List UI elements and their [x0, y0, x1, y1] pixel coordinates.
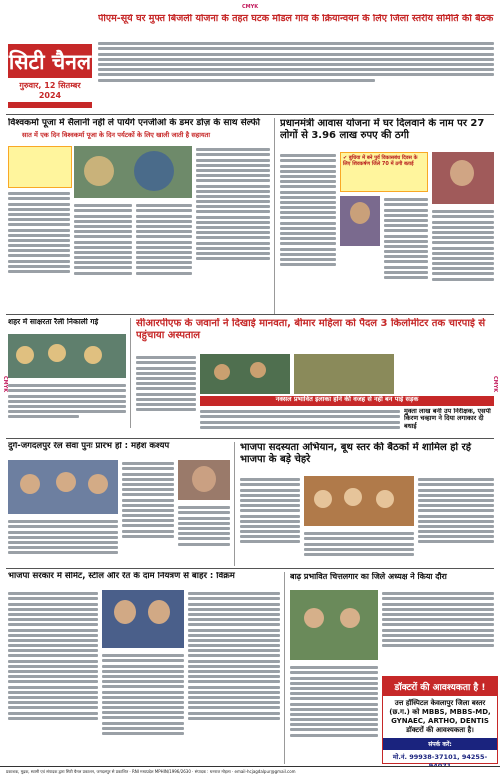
- cmyk-marker-left: CMYK: [2, 376, 8, 393]
- article-durg-col2: [122, 460, 174, 564]
- headline-vishwakarma: विश्वकर्मा पूजा में सैलानी नहीं ले पायेंगे एनजीओ के डमर डोज़ के साथ सेल्फी: [8, 118, 260, 128]
- headline-cement: भाजपा सरकार में सीमेंट, स्टील और रेत के दाम नियंत्रण से बाहर : विक्रम: [8, 572, 235, 581]
- photo-bhajpa-meeting: [304, 476, 414, 526]
- footer-text: प्रकाशक, मुद्रक, स्वामी एवं संपादक द्वारा सिटी चैनल प्रकाशन, जगदलपुर से प्रकाशित · RNI मध्यप्रदेश MPHIN/1996/2630 · संपादक : धनराज मोहला · email-hcjagdalpur@gmail.com: [0, 766, 500, 774]
- headline-pmay: प्रधानमंत्री आवास योजना में घर दिलवाने के नाम पर 27 लोगों से 3.96 लाख रुपए की ठगी: [280, 118, 485, 141]
- article-durg-col1: [8, 518, 118, 564]
- article-cement-col2: [102, 652, 184, 764]
- masthead: [8, 44, 92, 108]
- article-bhajpa-col1: [240, 476, 300, 566]
- article-bhajpa-col3: [418, 476, 494, 566]
- column-divider: [234, 442, 235, 566]
- naxal-banner: नक्सल प्रभावित इलाका होने की वजह से नहीं बन पाई सड़क: [200, 396, 494, 406]
- ad-body: उत्त हॉस्पिटल केवलापुर जिला बस्तर (छ.ग.) को MBBS, MBBS-MD, GYNAEC, ARTHO, DENTIS डॉक्टरों की आवश्यकता है।: [389, 699, 491, 735]
- article-vishwakarma-col2: [74, 202, 132, 302]
- column-divider: [130, 318, 131, 428]
- masthead-date: गुरुवार, 12 सितम्बर 2024: [8, 78, 92, 102]
- article-bhajpa-col2: [304, 530, 414, 566]
- headline-mukta: मुक्ता लाख बनी उप निरीक्षक, एसपी किरण चव्हाण ने दिया लगाकार दी बधाई: [404, 408, 491, 430]
- headline-top: पीएम-सूर्य घर मुफ्त बिजली योजना के तहत घटक मॉडल गांव के क्रियान्वयन के लिए जिला स्तरीय समिति की बैठक: [98, 14, 494, 24]
- headline-badh: बाढ़ प्रभावित चित्तलगार का जिले अध्यक्ष ने किया दौरा: [290, 572, 447, 581]
- headline-bhajpa-booth: भाजपा सदस्यता अभियान, बूथ स्तर की बैठकों में शामिल हो रहे भाजपा के बड़े चेहरे: [240, 442, 472, 465]
- article-top-body: [98, 40, 494, 110]
- article-durg-col3: [178, 504, 230, 564]
- article-cement-col3: [188, 590, 280, 764]
- photo-badh: [290, 590, 378, 660]
- article-badh-col2: [382, 590, 494, 672]
- column-divider: [274, 118, 275, 314]
- footer: [0, 766, 500, 781]
- article-pmay-col1: [280, 152, 336, 310]
- photo-mahesh-kashyap: [178, 460, 230, 500]
- headline-durg: दुर्ग-जगदलपुर रेल सेवा पुनः प्रारंभ हो : महेश कश्यप: [8, 442, 170, 451]
- photo-woman-1: [340, 196, 380, 246]
- article-pmay-col3: [432, 208, 494, 310]
- article-crpf-col1: [136, 354, 196, 428]
- ad-contact-label: संपर्क करें:: [383, 738, 497, 750]
- article-crpf-col2: [200, 408, 400, 434]
- ad-heading: डॉक्टरों की आवश्यकता है !: [383, 677, 497, 696]
- photo-vishwakarma: [74, 146, 192, 198]
- subheadline-vishwakarma: सात में एक दिन विश्वकर्मा पूजा के दिन पर्यटकों के लिए खाली जाती है सहायता: [22, 131, 211, 139]
- article-badh-col1: [290, 664, 378, 764]
- divider: [6, 568, 494, 569]
- masthead-title: सिटी चैनल: [8, 49, 92, 74]
- photo-vikram: [102, 590, 184, 648]
- article-vishwakarma-col4: [196, 146, 270, 302]
- ad-contact: मो.नं. 99938-37101, 94255-: [392, 753, 488, 762]
- headline-crpf: सीआरपीएफ के जवानों ने दिखाई मानवता, बीमार महिला को पैदल 3 किलोमीटर तक चारपाई से पहुंचाया अस्पताल: [136, 318, 486, 341]
- article-cement-col1: [8, 590, 98, 764]
- photo-crpf: [200, 354, 290, 394]
- headline-shahar: शहर में साक्षरता रैली निकाली गई: [8, 318, 99, 326]
- article-vishwakarma-col3: [136, 202, 192, 302]
- photo-crpf-2: [294, 354, 394, 394]
- divider: [6, 114, 494, 115]
- cmyk-marker: CMYK: [242, 4, 259, 10]
- doctor-ad: [382, 676, 498, 764]
- notice-box: ✔ बुधिया में बने पुर्व विकासबंध दिवस के लिए शिवकर्षण जिले 70 में ठगी बताई: [340, 152, 428, 192]
- photo-woman-2: [432, 152, 494, 204]
- highlight-box: [8, 146, 72, 188]
- photo-rally: [8, 334, 126, 378]
- article-vishwakarma-col1: [8, 190, 70, 302]
- photo-durg: [8, 460, 118, 514]
- divider: [6, 438, 494, 439]
- column-divider: [284, 572, 285, 764]
- divider: [6, 314, 494, 315]
- cmyk-marker-right: CMYK: [492, 376, 498, 393]
- article-shahar: [8, 382, 126, 428]
- article-pmay-col2: [384, 196, 428, 310]
